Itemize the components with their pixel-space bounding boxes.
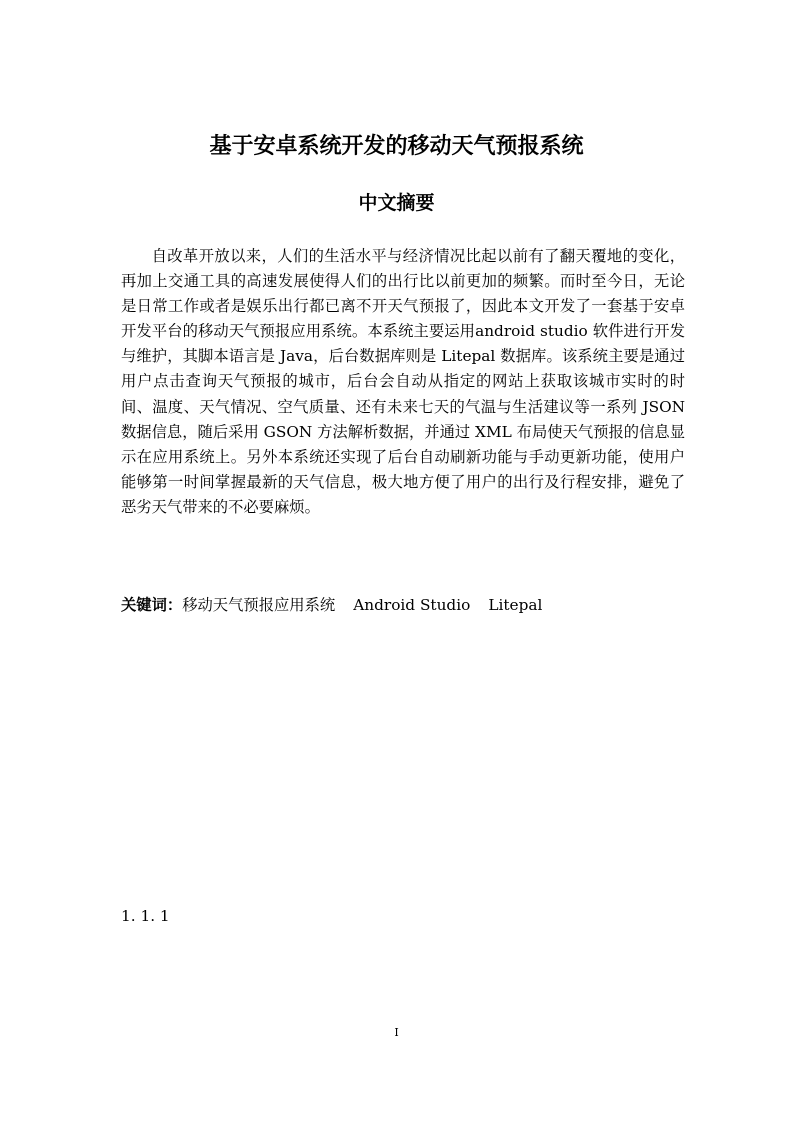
page-title: 基于安卓系统开发的移动天气预报系统 [209, 134, 584, 159]
keywords-line [121, 593, 685, 618]
abstract-heading: 中文摘要 [358, 192, 435, 214]
keyword-item: Android Studio [353, 596, 471, 614]
page-number: I [394, 1026, 399, 1039]
keywords-label: 关键词： [121, 596, 183, 614]
abstract-body: 自改革开放以来，人们的生活水平与经济情况比起以前有了翻天覆地的变化，再加上交通工具的高速发展使得人们的出行比以前更加的频繁。而时至今日，无论是日常工作或者是娱乐出行都已离不开天气预报了，因此本文开发了一套基于安卓开发平台的移动天气预报应用系统。本系统主要运用android studio 软件进行开发与维护，其脚本语言是 Java，后台数据库则是 Litepal 数据库。该系统主要是通过用户点击查询天气预报的城市，后台会自动从指定的网站上获取该城市实时的时间、温度、天气情况、空气质量、还有未来七天的气温与生活建议等一系列 JSON 数据信息，随后采用 GSON 方法解析数据，并通过 XML 布局使天气预报的信息显示在应用系统上。另外本系统还实现了后台自动刷新功能与手动更新功能，使用户能够第一时间掌握最新的天气信息，极大地方便了用户的出行及行程安排，避免了恶劣天气带来的不必要麻烦。 [121, 247, 685, 516]
keyword-item: 移动天气预报应用系统 [182, 596, 336, 614]
section-number: 1. 1. 1 [121, 907, 170, 925]
keyword-item: Litepal [488, 596, 543, 614]
